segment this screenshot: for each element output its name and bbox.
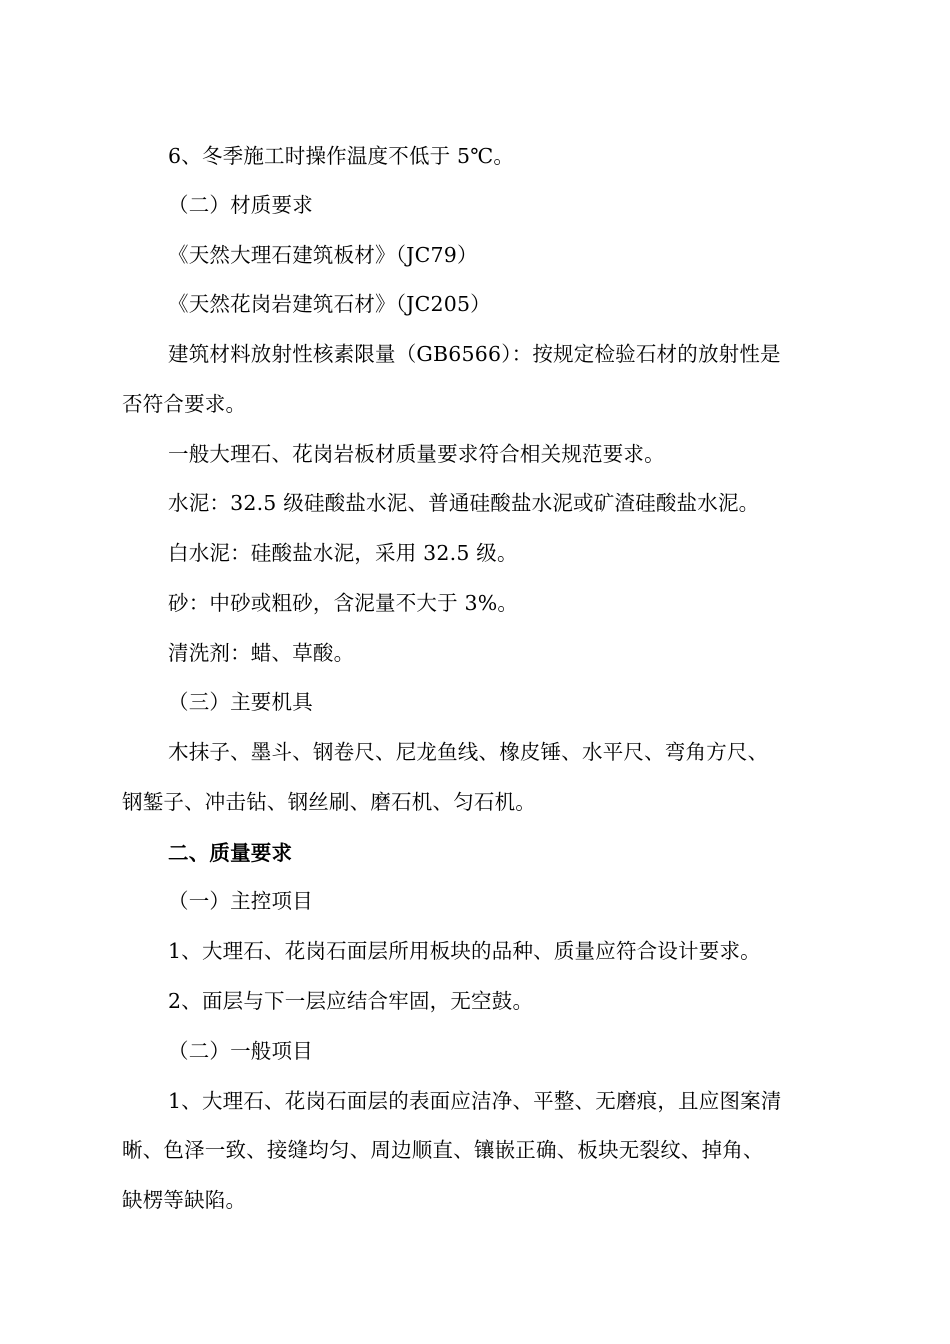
- text-line-sand: 砂：中砂或粗砂，含泥量不大于 3%。: [168, 591, 519, 615]
- text-line-general-item-1-cont: 晰、色泽一致、接缝均匀、周边顺直、镶嵌正确、板块无裂纹、掉角、: [122, 1138, 764, 1162]
- text-line-radioactivity-standard: 建筑材料放射性核素限量（GB6566）：按规定检验石材的放射性是: [168, 342, 781, 366]
- text-line-white-cement: 白水泥：硅酸盐水泥，采用 32.5 级。: [168, 541, 518, 565]
- text-line-marble-standard: 《天然大理石建筑板材》（JC79）: [168, 243, 478, 267]
- text-line-tools-list: 木抹子、墨斗、钢卷尺、尼龙鱼线、橡皮锤、水平尺、弯角方尺、: [168, 740, 769, 764]
- text-line-winter-temp: 6、冬季施工时操作温度不低于 5℃。: [168, 144, 515, 168]
- section-heading-quality-requirements: 二、质量要求: [168, 841, 293, 865]
- subheading-main-control-items: （一）主控项目: [168, 889, 313, 913]
- text-line-cement: 水泥：32.5 级硅酸盐水泥、普通硅酸盐水泥或矿渣硅酸盐水泥。: [168, 491, 760, 515]
- text-line-stone-quality: 一般大理石、花岗岩板材质量要求符合相关规范要求。: [168, 442, 665, 466]
- text-line-main-item-2: 2、面层与下一层应结合牢固，无空鼓。: [168, 989, 534, 1013]
- subheading-material-requirements: （二）材质要求: [168, 193, 313, 217]
- subheading-general-items: （二）一般项目: [168, 1039, 313, 1063]
- subheading-main-tools: （三）主要机具: [168, 690, 313, 714]
- text-line-general-item-1: 1、大理石、花岗石面层的表面应洁净、平整、无磨痕，且应图案清: [168, 1089, 782, 1113]
- text-line-general-item-1-end: 缺楞等缺陷。: [122, 1188, 247, 1212]
- text-line-cleaning-agent: 清洗剂：蜡、草酸。: [168, 641, 355, 665]
- text-line-granite-standard: 《天然花岗岩建筑石材》（JC205）: [168, 292, 491, 316]
- text-line-main-item-1: 1、大理石、花岗石面层所用板块的品种、质量应符合设计要求。: [168, 939, 761, 963]
- text-line-tools-list-cont: 钢錾子、冲击钻、钢丝刷、磨石机、匀石机。: [122, 790, 536, 814]
- text-line-radioactivity-cont: 否符合要求。: [122, 392, 247, 416]
